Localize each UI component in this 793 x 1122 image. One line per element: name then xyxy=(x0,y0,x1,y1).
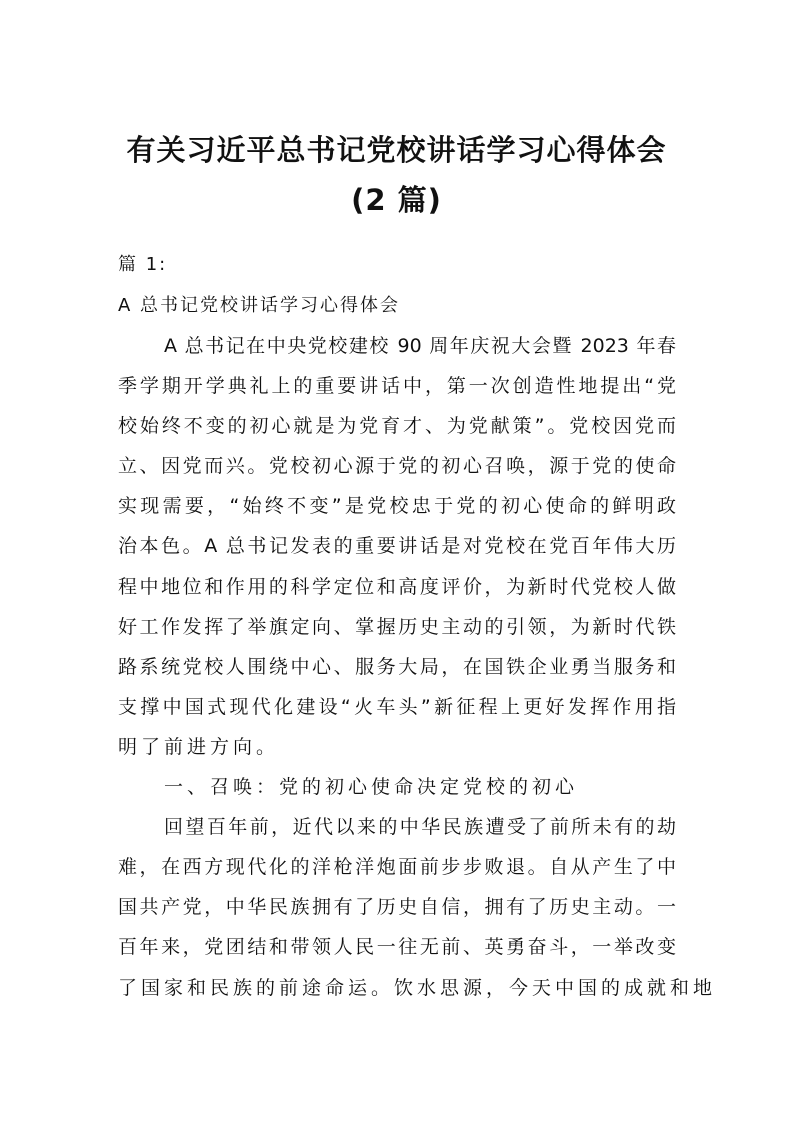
section-heading: 一、召唤：党的初心使命决定党校的初心 xyxy=(164,776,579,799)
paragraph-line: 立、因党而兴。党校初心源于党的初心召唤，源于党的使命 xyxy=(118,455,676,478)
paragraph-line: 难，在西方现代化的洋枪洋炮面前步步败退。自从产生了中 xyxy=(118,856,676,879)
paragraph-line: 校始终不变的初心就是为党育才、为党献策”。党校因党而 xyxy=(118,415,676,438)
paragraph-line: 支撑中国式现代化建设“火车头”新征程上更好发挥作用指 xyxy=(118,695,676,718)
paragraph-line: 程中地位和作用的科学定位和高度评价，为新时代党校人做 xyxy=(118,575,676,598)
paragraph-line: 百年来，党团结和带领人民一往无前、英勇奋斗，一举改变 xyxy=(118,936,676,959)
document-body xyxy=(118,328,717,1010)
paragraph-line: 实现需要，“始终不变”是党校忠于党的初心使命的鲜明政 xyxy=(118,495,676,518)
paragraph-line: A 总书记在中央党校建校 90 周年庆祝大会暨 2023 年春 xyxy=(164,335,676,357)
paragraph-line: 了国家和民族的前途命运。饮水思源，今天中国的成就和地 xyxy=(118,976,717,999)
document-title: 有关习近平总书记党校讲话学习心得体会 xyxy=(126,133,667,167)
section-label: 篇 1: xyxy=(118,254,168,275)
paragraph-line: 国共产党，中华民族拥有了历史自信，拥有了历史主动。一 xyxy=(118,896,676,919)
paragraph-line: 治本色。A 总书记发表的重要讲话是对党校在党百年伟大历 xyxy=(118,535,676,558)
article-subtitle: A 总书记党校讲话学习心得体会 xyxy=(118,295,401,316)
paragraph-line: 路系统党校人围绕中心、服务大局，在国铁企业勇当服务和 xyxy=(118,655,676,678)
document-title-count: (2 篇) xyxy=(351,183,442,217)
paragraph-line: 回望百年前，近代以来的中华民族遭受了前所未有的劫 xyxy=(164,816,676,839)
paragraph-line: 季学期开学典礼上的重要讲话中，第一次创造性地提出“党 xyxy=(118,375,676,398)
paragraph-line: 明了前进方向。 xyxy=(118,735,280,758)
paragraph-line: 好工作发挥了举旗定向、掌握历史主动的引领，为新时代铁 xyxy=(118,615,676,638)
